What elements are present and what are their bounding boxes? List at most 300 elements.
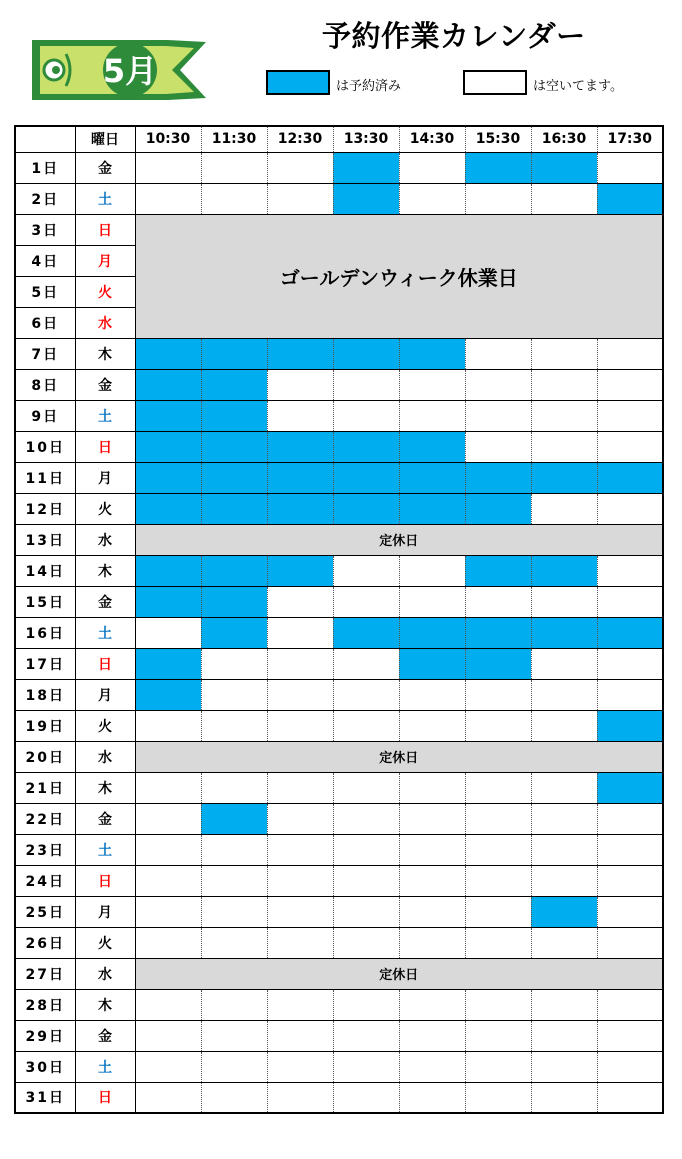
slot-free[interactable] <box>333 679 399 710</box>
weekday-label: 金 <box>75 152 135 183</box>
day-number: 30日 <box>15 1051 75 1082</box>
slot-booked[interactable] <box>333 431 399 462</box>
day-number: 13日 <box>15 524 75 555</box>
slot-free[interactable] <box>267 648 333 679</box>
slot-booked[interactable] <box>399 617 465 648</box>
slot-free[interactable] <box>333 648 399 679</box>
day-row <box>15 958 663 989</box>
slot-booked[interactable] <box>267 493 333 524</box>
weekday-label: 日 <box>75 214 135 245</box>
day-number: 19日 <box>15 710 75 741</box>
day-row <box>15 834 663 865</box>
slot-free[interactable] <box>399 1051 465 1082</box>
slot-booked[interactable] <box>597 710 663 741</box>
legend-free-swatch <box>463 70 527 95</box>
day-number: 28日 <box>15 989 75 1020</box>
slot-free[interactable] <box>465 865 531 896</box>
slot-booked[interactable] <box>201 431 267 462</box>
slot-booked[interactable] <box>399 493 465 524</box>
slot-free[interactable] <box>597 555 663 586</box>
day-row <box>15 431 663 462</box>
day-number: 11日 <box>15 462 75 493</box>
slot-booked[interactable] <box>597 462 663 493</box>
regular-closed-day: 定休日 <box>135 741 663 772</box>
day-row <box>15 772 663 803</box>
regular-closed-day: 定休日 <box>135 524 663 555</box>
day-row <box>15 369 663 400</box>
header-time-1430: 14:30 <box>399 126 465 152</box>
slot-booked[interactable] <box>465 493 531 524</box>
day-row <box>15 493 663 524</box>
day-row <box>15 679 663 710</box>
slot-free[interactable] <box>267 710 333 741</box>
slot-free[interactable] <box>465 927 531 958</box>
day-number: 5日 <box>15 276 75 307</box>
slot-free[interactable] <box>267 1020 333 1051</box>
slot-free[interactable] <box>333 400 399 431</box>
slot-free[interactable] <box>135 896 201 927</box>
slot-free[interactable] <box>267 989 333 1020</box>
slot-booked[interactable] <box>465 462 531 493</box>
slot-free[interactable] <box>465 710 531 741</box>
slot-free[interactable] <box>465 586 531 617</box>
slot-booked[interactable] <box>201 462 267 493</box>
weekday-label: 土 <box>75 400 135 431</box>
slot-free[interactable] <box>597 865 663 896</box>
weekday-label: 土 <box>75 834 135 865</box>
slot-free[interactable] <box>267 772 333 803</box>
slot-free[interactable] <box>267 1051 333 1082</box>
slot-free[interactable] <box>465 803 531 834</box>
slot-free[interactable] <box>135 989 201 1020</box>
slot-free[interactable] <box>333 772 399 803</box>
slot-booked[interactable] <box>135 338 201 369</box>
slot-free[interactable] <box>597 1082 663 1113</box>
slot-free[interactable] <box>399 896 465 927</box>
slot-free[interactable] <box>267 803 333 834</box>
day-number: 9日 <box>15 400 75 431</box>
day-number: 17日 <box>15 648 75 679</box>
day-number: 12日 <box>15 493 75 524</box>
day-number: 10日 <box>15 431 75 462</box>
slot-free[interactable] <box>465 400 531 431</box>
slot-free[interactable] <box>597 152 663 183</box>
header-time-1230: 12:30 <box>267 126 333 152</box>
slot-free[interactable] <box>465 834 531 865</box>
header-time-1030: 10:30 <box>135 126 201 152</box>
slot-booked[interactable] <box>267 338 333 369</box>
day-number: 14日 <box>15 555 75 586</box>
slot-free[interactable] <box>267 865 333 896</box>
legend-booked-swatch <box>266 70 330 95</box>
slot-free[interactable] <box>531 1020 597 1051</box>
slot-free[interactable] <box>531 338 597 369</box>
slot-free[interactable] <box>531 400 597 431</box>
day-number: 23日 <box>15 834 75 865</box>
reservation-calendar <box>14 125 664 1114</box>
slot-free[interactable] <box>597 400 663 431</box>
slot-booked[interactable] <box>531 555 597 586</box>
day-number: 24日 <box>15 865 75 896</box>
slot-free[interactable] <box>465 183 531 214</box>
slot-free[interactable] <box>201 1020 267 1051</box>
day-row <box>15 927 663 958</box>
header-time-1630: 16:30 <box>531 126 597 152</box>
slot-free[interactable] <box>201 772 267 803</box>
slot-free[interactable] <box>333 710 399 741</box>
slot-free[interactable] <box>597 1051 663 1082</box>
slot-free[interactable] <box>201 989 267 1020</box>
weekday-label: 火 <box>75 927 135 958</box>
slot-free[interactable] <box>531 183 597 214</box>
weekday-label: 日 <box>75 1082 135 1113</box>
slot-booked[interactable] <box>399 462 465 493</box>
header-time-1330: 13:30 <box>333 126 399 152</box>
slot-free[interactable] <box>201 183 267 214</box>
slot-booked[interactable] <box>399 338 465 369</box>
slot-free[interactable] <box>333 586 399 617</box>
slot-booked[interactable] <box>201 586 267 617</box>
slot-free[interactable] <box>531 1051 597 1082</box>
slot-free[interactable] <box>531 679 597 710</box>
slot-free[interactable] <box>597 679 663 710</box>
golden-week-closed: ゴールデンウィーク休業日 <box>135 214 663 338</box>
weekday-label: 月 <box>75 896 135 927</box>
day-number: 29日 <box>15 1020 75 1051</box>
slot-free[interactable] <box>597 927 663 958</box>
weekday-label: 月 <box>75 462 135 493</box>
slot-free[interactable] <box>597 989 663 1020</box>
slot-free[interactable] <box>531 493 597 524</box>
slot-free[interactable] <box>135 183 201 214</box>
slot-free[interactable] <box>597 1020 663 1051</box>
slot-booked[interactable] <box>267 431 333 462</box>
slot-free[interactable] <box>267 834 333 865</box>
slot-free[interactable] <box>465 896 531 927</box>
slot-free[interactable] <box>201 152 267 183</box>
slot-booked[interactable] <box>465 648 531 679</box>
slot-free[interactable] <box>597 493 663 524</box>
slot-free[interactable] <box>333 927 399 958</box>
slot-booked[interactable] <box>465 617 531 648</box>
slot-free[interactable] <box>201 1051 267 1082</box>
slot-free[interactable] <box>399 679 465 710</box>
day-row <box>15 586 663 617</box>
slot-free[interactable] <box>531 369 597 400</box>
slot-free[interactable] <box>201 710 267 741</box>
slot-free[interactable] <box>531 710 597 741</box>
header-row <box>15 126 663 152</box>
slot-free[interactable] <box>135 834 201 865</box>
weekday-label: 木 <box>75 989 135 1020</box>
legend-free-label: は空いてます。 <box>533 79 623 94</box>
day-row <box>15 183 663 214</box>
weekday-label: 木 <box>75 338 135 369</box>
slot-free[interactable] <box>333 896 399 927</box>
day-row <box>15 710 663 741</box>
slot-booked[interactable] <box>135 555 201 586</box>
day-row <box>15 555 663 586</box>
slot-free[interactable] <box>333 1051 399 1082</box>
slot-free[interactable] <box>399 772 465 803</box>
slot-free[interactable] <box>531 927 597 958</box>
slot-booked[interactable] <box>201 617 267 648</box>
weekday-label: 土 <box>75 1051 135 1082</box>
slot-free[interactable] <box>531 772 597 803</box>
slot-booked[interactable] <box>201 493 267 524</box>
slot-free[interactable] <box>399 710 465 741</box>
slot-booked[interactable] <box>399 431 465 462</box>
slot-free[interactable] <box>267 183 333 214</box>
day-number: 22日 <box>15 803 75 834</box>
slot-free[interactable] <box>267 896 333 927</box>
slot-free[interactable] <box>399 1082 465 1113</box>
slot-free[interactable] <box>267 586 333 617</box>
slot-booked[interactable] <box>135 369 201 400</box>
slot-booked[interactable] <box>465 555 531 586</box>
slot-booked[interactable] <box>267 555 333 586</box>
slot-booked[interactable] <box>531 462 597 493</box>
weekday-label: 木 <box>75 772 135 803</box>
day-row <box>15 1051 663 1082</box>
weekday-label: 日 <box>75 648 135 679</box>
slot-free[interactable] <box>465 679 531 710</box>
day-row <box>15 617 663 648</box>
page-title: 予約作業カレンダー <box>322 19 586 53</box>
slot-free[interactable] <box>399 865 465 896</box>
day-row <box>15 648 663 679</box>
weekday-label: 火 <box>75 493 135 524</box>
slot-free[interactable] <box>267 369 333 400</box>
slot-booked[interactable] <box>201 369 267 400</box>
weekday-label: 火 <box>75 276 135 307</box>
slot-booked[interactable] <box>333 493 399 524</box>
slot-free[interactable] <box>201 648 267 679</box>
slot-booked[interactable] <box>465 152 531 183</box>
slot-booked[interactable] <box>531 896 597 927</box>
weekday-label: 水 <box>75 524 135 555</box>
slot-free[interactable] <box>399 803 465 834</box>
slot-free[interactable] <box>531 1082 597 1113</box>
slot-free[interactable] <box>465 1082 531 1113</box>
slot-free[interactable] <box>465 338 531 369</box>
slot-free[interactable] <box>597 648 663 679</box>
slot-booked[interactable] <box>597 772 663 803</box>
slot-free[interactable] <box>531 586 597 617</box>
slot-free[interactable] <box>267 1082 333 1113</box>
slot-free[interactable] <box>465 369 531 400</box>
slot-booked[interactable] <box>135 400 201 431</box>
slot-free[interactable] <box>201 679 267 710</box>
slot-free[interactable] <box>267 400 333 431</box>
slot-free[interactable] <box>267 152 333 183</box>
slot-free[interactable] <box>465 772 531 803</box>
slot-free[interactable] <box>597 338 663 369</box>
slot-booked[interactable] <box>135 679 201 710</box>
slot-booked[interactable] <box>201 555 267 586</box>
slot-free[interactable] <box>333 555 399 586</box>
slot-free[interactable] <box>135 1020 201 1051</box>
slot-free[interactable] <box>597 803 663 834</box>
slot-free[interactable] <box>333 1082 399 1113</box>
slot-booked[interactable] <box>135 648 201 679</box>
slot-free[interactable] <box>597 586 663 617</box>
weekday-label: 火 <box>75 710 135 741</box>
day-number: 15日 <box>15 586 75 617</box>
header-weekday: 曜日 <box>75 126 135 152</box>
slot-free[interactable] <box>201 896 267 927</box>
slot-free[interactable] <box>201 1082 267 1113</box>
slot-free[interactable] <box>399 989 465 1020</box>
weekday-label: 土 <box>75 617 135 648</box>
slot-booked[interactable] <box>597 183 663 214</box>
day-number: 27日 <box>15 958 75 989</box>
weekday-label: 月 <box>75 679 135 710</box>
day-number: 31日 <box>15 1082 75 1113</box>
weekday-label: 金 <box>75 586 135 617</box>
slot-free[interactable] <box>531 834 597 865</box>
header-time-1130: 11:30 <box>201 126 267 152</box>
weekday-label: 月 <box>75 245 135 276</box>
slot-booked[interactable] <box>135 586 201 617</box>
slot-booked[interactable] <box>135 493 201 524</box>
slot-booked[interactable] <box>201 803 267 834</box>
day-row <box>15 152 663 183</box>
slot-free[interactable] <box>201 927 267 958</box>
slot-free[interactable] <box>597 369 663 400</box>
slot-booked[interactable] <box>531 617 597 648</box>
day-row <box>15 865 663 896</box>
slot-free[interactable] <box>399 183 465 214</box>
day-number: 2日 <box>15 183 75 214</box>
slot-free[interactable] <box>333 989 399 1020</box>
day-number: 1日 <box>15 152 75 183</box>
day-number: 25日 <box>15 896 75 927</box>
weekday-label: 金 <box>75 369 135 400</box>
slot-booked[interactable] <box>333 617 399 648</box>
day-row <box>15 1020 663 1051</box>
slot-free[interactable] <box>399 369 465 400</box>
weekday-label: 水 <box>75 741 135 772</box>
slot-booked[interactable] <box>135 462 201 493</box>
slot-free[interactable] <box>333 865 399 896</box>
slot-booked[interactable] <box>267 462 333 493</box>
slot-free[interactable] <box>333 834 399 865</box>
weekday-label: 木 <box>75 555 135 586</box>
slot-free[interactable] <box>135 865 201 896</box>
slot-free[interactable] <box>333 369 399 400</box>
slot-free[interactable] <box>135 1082 201 1113</box>
legend-booked-label: は予約済み <box>336 79 402 94</box>
slot-free[interactable] <box>597 431 663 462</box>
slot-free[interactable] <box>531 803 597 834</box>
slot-free[interactable] <box>465 1051 531 1082</box>
slot-booked[interactable] <box>333 462 399 493</box>
day-row <box>15 989 663 1020</box>
day-row <box>15 741 663 772</box>
day-row <box>15 803 663 834</box>
slot-free[interactable] <box>399 1020 465 1051</box>
header-time-1730: 17:30 <box>597 126 663 152</box>
slot-booked[interactable] <box>597 617 663 648</box>
slot-free[interactable] <box>267 617 333 648</box>
day-number: 20日 <box>15 741 75 772</box>
day-row <box>15 1082 663 1113</box>
slot-booked[interactable] <box>201 338 267 369</box>
day-number: 26日 <box>15 927 75 958</box>
day-row <box>15 896 663 927</box>
slot-free[interactable] <box>135 710 201 741</box>
day-row <box>15 214 663 245</box>
slot-free[interactable] <box>201 834 267 865</box>
slot-free[interactable] <box>201 865 267 896</box>
slot-booked[interactable] <box>201 400 267 431</box>
slot-free[interactable] <box>597 896 663 927</box>
month-label: 5月 <box>102 52 158 90</box>
slot-free[interactable] <box>465 989 531 1020</box>
slot-free[interactable] <box>399 927 465 958</box>
slot-free[interactable] <box>465 1020 531 1051</box>
koinobori-logo <box>30 30 208 109</box>
weekday-label: 水 <box>75 958 135 989</box>
slot-free[interactable] <box>135 803 201 834</box>
day-number: 21日 <box>15 772 75 803</box>
weekday-label: 水 <box>75 307 135 338</box>
regular-closed-day: 定休日 <box>135 958 663 989</box>
day-number: 18日 <box>15 679 75 710</box>
slot-free[interactable] <box>135 152 201 183</box>
slot-booked[interactable] <box>399 648 465 679</box>
slot-free[interactable] <box>135 1051 201 1082</box>
slot-free[interactable] <box>267 927 333 958</box>
slot-free[interactable] <box>333 1020 399 1051</box>
weekday-label: 日 <box>75 431 135 462</box>
day-number: 8日 <box>15 369 75 400</box>
day-row <box>15 462 663 493</box>
slot-booked[interactable] <box>333 152 399 183</box>
slot-booked[interactable] <box>333 183 399 214</box>
slot-booked[interactable] <box>333 338 399 369</box>
slot-free[interactable] <box>399 555 465 586</box>
weekday-label: 金 <box>75 803 135 834</box>
slot-booked[interactable] <box>135 431 201 462</box>
slot-free[interactable] <box>531 648 597 679</box>
slot-free[interactable] <box>399 834 465 865</box>
day-row <box>15 338 663 369</box>
slot-free[interactable] <box>135 772 201 803</box>
slot-free[interactable] <box>135 617 201 648</box>
slot-free[interactable] <box>597 834 663 865</box>
day-number: 3日 <box>15 214 75 245</box>
slot-free[interactable] <box>531 431 597 462</box>
slot-free[interactable] <box>333 803 399 834</box>
slot-free[interactable] <box>399 152 465 183</box>
slot-free[interactable] <box>399 586 465 617</box>
slot-free[interactable] <box>135 927 201 958</box>
day-row <box>15 524 663 555</box>
slot-free[interactable] <box>531 989 597 1020</box>
slot-free[interactable] <box>531 865 597 896</box>
slot-free[interactable] <box>399 400 465 431</box>
slot-free[interactable] <box>267 679 333 710</box>
weekday-label: 日 <box>75 865 135 896</box>
slot-booked[interactable] <box>531 152 597 183</box>
day-number: 16日 <box>15 617 75 648</box>
header-day <box>15 126 75 152</box>
slot-free[interactable] <box>465 431 531 462</box>
calendar-body <box>15 152 663 1113</box>
day-number: 6日 <box>15 307 75 338</box>
